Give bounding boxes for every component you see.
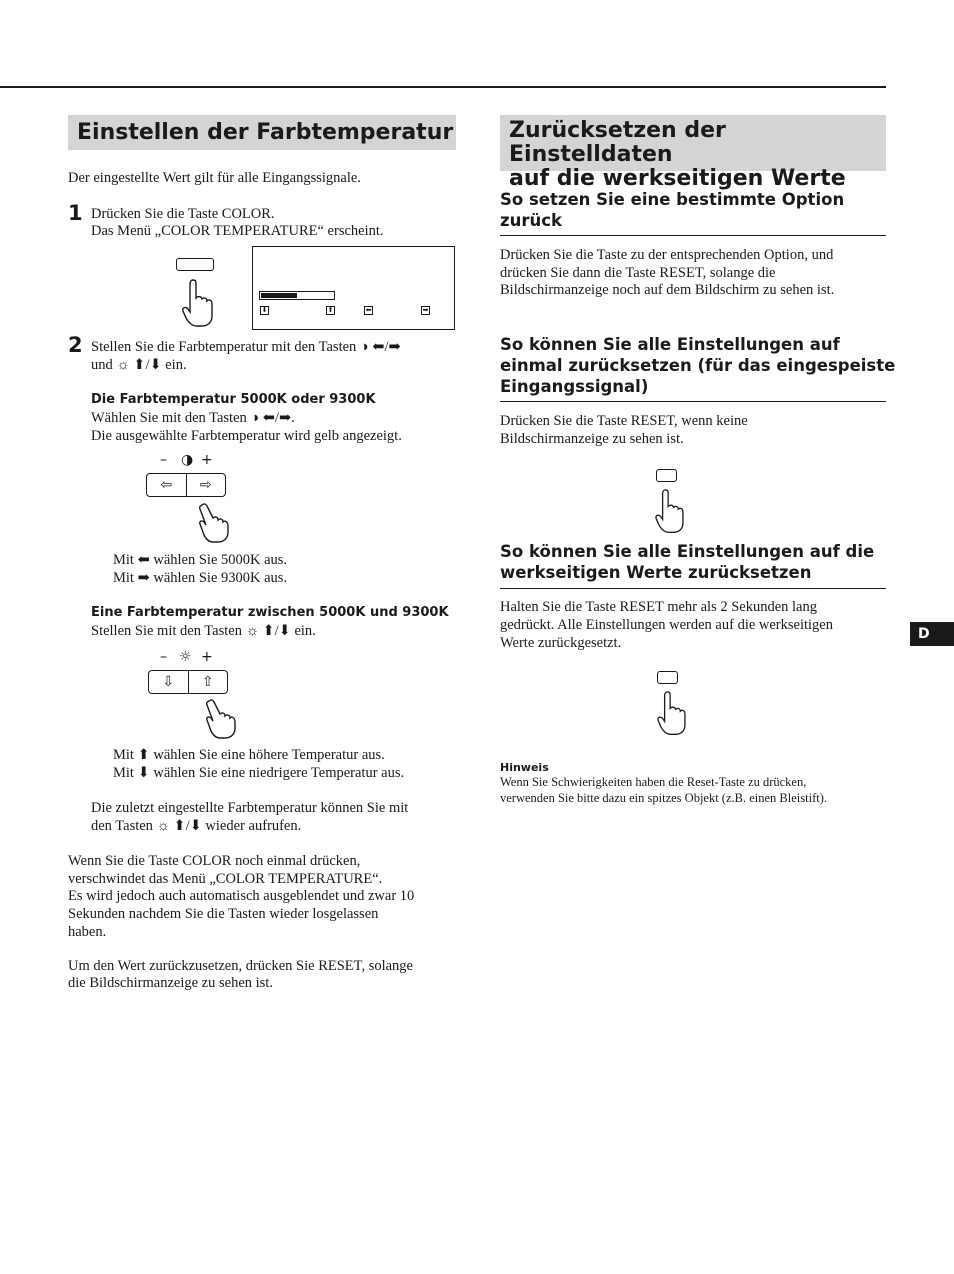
brightness-button-pair	[148, 670, 228, 694]
step-2-number: 2	[68, 333, 83, 357]
arrow-right-icon: ➡	[422, 306, 429, 314]
top-rule	[0, 86, 886, 88]
para-1-line-1: Wenn Sie die Taste COLOR noch einmal drücken,	[68, 853, 361, 869]
contrast-icon: ◑	[181, 452, 194, 468]
reset-option-line-3: Bildschirmanzeige noch auf dem Bildschirm zu sehen ist.	[500, 282, 835, 298]
section-title-reset-line-2: auf die werkseitigen Werte	[509, 166, 846, 191]
preset-minus-label: –	[160, 452, 167, 468]
reset-option-heading-line-2: zurück	[500, 211, 562, 230]
between-result-2: Mit ⬇ wählen Sie eine niedrigere Temperatur aus.	[113, 765, 405, 781]
color-button[interactable]	[176, 258, 214, 271]
reset-input-line-2: Bildschirmanzeige zu sehen ist.	[500, 431, 684, 447]
note-heading: Hinweis	[500, 761, 549, 774]
arrow-down-icon: ⬇	[261, 306, 268, 314]
reset-input-heading-line-1: So können Sie alle Einstellungen auf	[500, 335, 840, 354]
pointing-hand-icon	[203, 698, 239, 740]
note-line-2: verwenden Sie bitte dazu ein spitzes Objekt (z.B. einen Bleistift).	[500, 791, 827, 805]
between-line-1: Stellen Sie mit den Tasten ☼ ⬆/⬇ ein.	[91, 623, 316, 639]
preset-line-2: Die ausgewählte Farbtemperatur wird gelb angezeigt.	[91, 428, 402, 444]
pointing-hand-icon	[654, 690, 690, 738]
language-tab: D	[910, 622, 954, 646]
contrast-button-pair	[146, 473, 226, 497]
between-heading: Eine Farbtemperatur zwischen 5000K und 9300K	[91, 605, 449, 620]
section-title-reset	[500, 115, 886, 191]
arrow-up-icon: ⬆	[327, 306, 334, 314]
temperature-level-bar	[259, 291, 335, 300]
contrast-minus-button[interactable]	[147, 474, 186, 496]
preset-result-2: Mit ➡ wählen Sie 9300K aus.	[113, 570, 288, 586]
step-1-line-2: Das Menü „COLOR TEMPERATURE“ erscheint.	[91, 223, 384, 239]
color-temperature-menu	[252, 246, 455, 330]
preset-line-1: Wählen Sie mit den Tasten ◑ ⬅/➡.	[91, 410, 295, 426]
reset-all-line-2: gedrückt. Alle Einstellungen werden auf die werkseitigen	[500, 617, 833, 633]
arrow-up-outline-icon: ⇧	[201, 674, 214, 690]
arrow-left-outline-icon: ⇦	[160, 477, 173, 493]
preset-result-1: Mit ⬅ wählen Sie 5000K aus.	[113, 552, 288, 568]
reset-input-heading-line-3: Eingangssignal)	[500, 377, 649, 396]
step-2-line-1: Stellen Sie die Farbtemperatur mit den Tasten ◑ ⬅/➡	[91, 339, 401, 355]
para-1-line-2: verschwindet das Menü „COLOR TEMPERATURE“.	[68, 871, 383, 887]
preset-heading: Die Farbtemperatur 5000K oder 9300K	[91, 392, 376, 407]
recall-line-1: Die zuletzt eingestellte Farbtemperatur können Sie mit	[91, 800, 409, 816]
pointing-hand-icon	[652, 488, 688, 536]
reset-option-heading-line-1: So setzen Sie eine bestimmte Option	[500, 190, 845, 209]
contrast-plus-button[interactable]	[186, 474, 226, 496]
brightness-minus-button[interactable]	[149, 671, 188, 693]
pointing-hand-icon	[180, 278, 216, 330]
arrow-right-outline-icon: ⇨	[199, 477, 212, 493]
pointing-hand-icon	[196, 502, 232, 544]
reset-all-heading-line-1: So können Sie alle Einstellungen auf die	[500, 542, 875, 561]
arrow-down-outline-icon: ⇩	[162, 674, 175, 690]
step-1-number: 1	[68, 201, 83, 225]
preset-plus-label: +	[201, 452, 213, 468]
para-2-line-2: die Bildschirmanzeige zu sehen ist.	[68, 975, 273, 991]
reset-all-heading-line-2: werkseitigen Werte zurücksetzen	[500, 563, 812, 582]
brightness-plus-button[interactable]	[188, 671, 228, 693]
note-line-1: Wenn Sie Schwierigkeiten haben die Reset-Taste zu drücken,	[500, 775, 807, 789]
between-result-1: Mit ⬆ wählen Sie eine höhere Temperatur aus.	[113, 747, 385, 763]
reset-button[interactable]	[656, 469, 677, 482]
recall-line-2: den Tasten ☼ ⬆/⬇ wieder aufrufen.	[91, 818, 302, 834]
reset-button[interactable]	[657, 671, 678, 684]
intro-text: Der eingestellte Wert gilt für alle Eingangssignale.	[68, 170, 361, 186]
divider	[500, 401, 886, 402]
divider	[500, 588, 886, 589]
reset-all-line-3: Werte zurückgesetzt.	[500, 635, 622, 651]
brightness-icon: ☼	[179, 649, 192, 665]
reset-option-line-2: drücken Sie dann die Taste RESET, solange die	[500, 265, 776, 281]
para-1-line-4: Sekunden nachdem Sie die Tasten wieder losgelassen	[68, 906, 379, 922]
para-1-line-3: Es wird jedoch auch automatisch ausgeblendet und zwar 10	[68, 888, 415, 904]
section-title-color-temperature: Einstellen der Farbtemperatur	[68, 115, 456, 150]
arrow-left-icon: ⬅	[365, 306, 372, 314]
reset-all-line-1: Halten Sie die Taste RESET mehr als 2 Sekunden lang	[500, 599, 817, 615]
step-2-line-2: und ☼ ⬆/⬇ ein.	[91, 357, 187, 373]
divider	[500, 235, 886, 236]
between-plus-label: +	[201, 649, 213, 665]
para-1-line-5: haben.	[68, 924, 107, 940]
reset-input-heading-line-2: einmal zurücksetzen (für das eingespeiste	[500, 356, 896, 375]
reset-option-line-1: Drücken Sie die Taste zu der entsprechenden Option, und	[500, 247, 834, 263]
temperature-level-fill	[261, 293, 297, 298]
section-title-reset-line-1: Zurücksetzen der Einstelldaten	[509, 118, 726, 167]
between-minus-label: –	[160, 649, 167, 665]
para-2-line-1: Um den Wert zurückzusetzen, drücken Sie RESET, solange	[68, 958, 413, 974]
step-1-line-1: Drücken Sie die Taste COLOR.	[91, 206, 275, 222]
reset-input-line-1: Drücken Sie die Taste RESET, wenn keine	[500, 413, 748, 429]
